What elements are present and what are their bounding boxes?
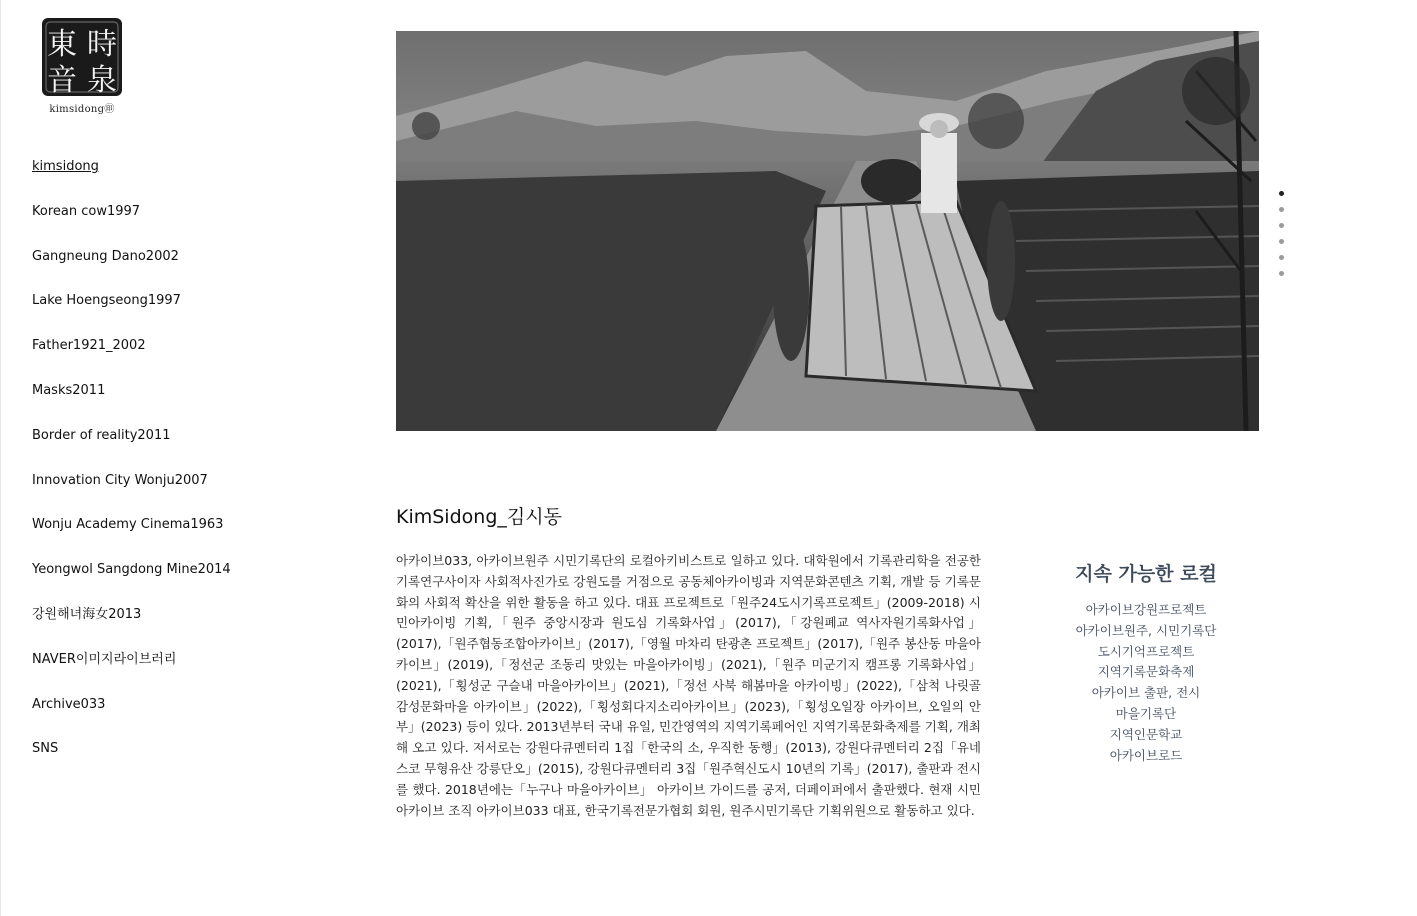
sidebar-item-label[interactable]: SNS <box>32 741 59 757</box>
side-link-label[interactable]: 아카이브원주, 시민기록단 <box>1075 622 1217 638</box>
slide-dot[interactable] <box>1279 191 1284 196</box>
sidebar-item[interactable] <box>32 514 231 559</box>
logo-glyph: 時 <box>87 27 117 62</box>
sidebar-item[interactable] <box>32 604 231 649</box>
side-link-item[interactable] <box>1040 600 1252 621</box>
sidebar-item[interactable] <box>32 290 231 335</box>
slide-dot[interactable] <box>1279 239 1284 244</box>
slide-dot[interactable] <box>1279 271 1284 276</box>
sidebar-item-label[interactable]: Border of reality2011 <box>32 427 171 443</box>
side-link-item[interactable] <box>1040 642 1252 663</box>
sidebar-item-label[interactable]: Archive033 <box>32 696 106 712</box>
side-link-label[interactable]: 지역기록문화축제 <box>1097 664 1195 680</box>
page-title: KimSidong_김시동 <box>396 506 562 528</box>
side-link-list <box>1040 600 1252 766</box>
side-link-label[interactable]: 마을기록단 <box>1115 705 1177 721</box>
sidebar-item-label[interactable]: NAVER이미지라이브러리 <box>32 651 177 667</box>
sidebar-item-label[interactable]: Wonju Academy Cinema1963 <box>32 517 224 533</box>
sidebar-item-label[interactable]: Korean cow1997 <box>32 203 141 219</box>
seal-logo-icon <box>40 16 124 98</box>
sidebar-item[interactable] <box>32 738 231 783</box>
sidebar-item[interactable] <box>32 156 231 201</box>
side-link-item[interactable] <box>1040 662 1252 683</box>
sidebar-item-label[interactable]: Father1921_2002 <box>32 338 146 354</box>
sidebar-item[interactable] <box>32 246 231 291</box>
sidebar-item[interactable] <box>32 380 231 425</box>
logo-glyph: 泉 <box>87 63 117 98</box>
sidebar-item-label[interactable]: Lake Hoengseong1997 <box>32 293 181 309</box>
side-link-label[interactable]: 아카이브강원프로젝트 <box>1085 602 1207 617</box>
side-link-item[interactable] <box>1040 704 1252 725</box>
hero-photo-oxcart <box>396 31 1259 431</box>
sidebar-item[interactable] <box>32 425 231 470</box>
biography-text: 아카이브033, 아카이브원주 시민기록단의 로컬아키비스트로 일하고 있다. 대학원에서 기록관리학을 전공한 기록연구사이자 사회적사진가로 강원도를 거점으로 공동체아카이빙과 지역문화콘텐츠 기획, 개발 등 기록문화의 사회적 확산을 위한 활동을 하고 있다. 대표 프로젝트로「원주24도시기록프로젝트」(2009-2018) 시민아카이빙 기획,「원주 중앙시장과 원도심 기록화사업」(2017),「강원폐교 역사자원기록화사업」(2017),「원주협동조합아카이브」(2017),「영월 마차리 탄광촌 프로젝트」(2017),「원주 봉산동 마을아카이브」(2019),「정선군 조동리 맛있는 마을아카이빙」(2021),「원주 미군기지 캠프롱 기록화사업」(2021),「횡성군 구슬내 마을아카이브」(2021),「정선 사북 해봄마을 아카이빙」(2022),「삼척 나릿골 감성문화마을 아카이브」(2022),「횡성회다지소리아카이브」(2023),「횡성오일장 아카이브, 오일의 안부」(2023) 등이 있다. 2013년부터 국내 유일, 민간영역의 지역기록페어인 지역기록문화축제를 기획, 개최해 오고 있다. 저서로는 강원다큐멘터리 1집「한국의 소, 우직한 동행」(2013), 강원다큐멘터리 2집「유네스코 무형유산 강릉단오」(2015), 강원다큐멘터리 3집「원주혁신도시 10년의 기록」(2017), 출판과 전시를 했다. 2018년에는「누구나 마을아카이브」 아카이브 가이드를 공저, 더페이퍼에서 출판했다. 현재 시민아카이브 조직 아카이브033 대표, 한국기록전문가협회 회원, 원주시민기록단 기획위원으로 활동하고 있다. <box>396 553 981 818</box>
sidebar-item-label[interactable]: Innovation City Wonju2007 <box>32 472 208 488</box>
page-left-border <box>0 0 1 916</box>
sidebar-nav <box>32 156 231 783</box>
logo-glyph: 東 <box>47 27 77 62</box>
side-link-item[interactable] <box>1040 746 1252 767</box>
sidebar-item-label[interactable]: 강원해녀海女2013 <box>32 606 142 622</box>
side-link-label[interactable]: 아카이브 출판, 전시 <box>1091 685 1201 701</box>
logo-glyph: 音 <box>47 63 77 98</box>
slideshow-pagination <box>1279 191 1285 287</box>
side-title: 지속 가능한 로컬 <box>1075 563 1217 585</box>
sidebar-item[interactable] <box>32 201 231 246</box>
side-link-label[interactable]: 지역인문학교 <box>1109 726 1183 742</box>
side-link-label[interactable]: 아카이브로드 <box>1109 747 1183 763</box>
sidebar-item-label[interactable]: Masks2011 <box>32 382 106 398</box>
slide-dot[interactable] <box>1279 207 1284 212</box>
sidebar-item-label[interactable]: Yeongwol Sangdong Mine2014 <box>32 562 231 578</box>
slide-dot[interactable] <box>1279 223 1284 228</box>
sidebar-item[interactable] <box>32 694 231 739</box>
side-link-item[interactable] <box>1040 725 1252 746</box>
side-link-item[interactable] <box>1040 621 1252 642</box>
site-logo[interactable] <box>40 16 124 116</box>
sidebar-item-label[interactable]: Gangneung Dano2002 <box>32 248 179 264</box>
side-link-label[interactable]: 도시기억프로젝트 <box>1097 643 1195 659</box>
logo-wordmark: kimsidong㊞ <box>49 104 115 115</box>
sidebar-item[interactable] <box>32 335 231 380</box>
hero-slideshow[interactable] <box>396 31 1259 431</box>
side-link-item[interactable] <box>1040 683 1252 704</box>
sidebar-item[interactable] <box>32 649 231 694</box>
sidebar-item[interactable] <box>32 559 231 604</box>
sidebar-item-label[interactable]: kimsidong <box>32 159 99 174</box>
sidebar-item[interactable] <box>32 470 231 515</box>
slide-dot[interactable] <box>1279 255 1284 260</box>
